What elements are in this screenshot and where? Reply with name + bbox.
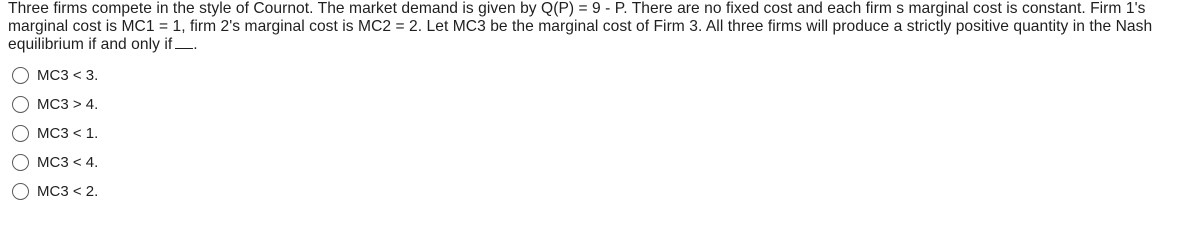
option-4[interactable]	[12, 148, 98, 177]
radio-button-icon[interactable]	[12, 183, 29, 200]
radio-button-icon[interactable]	[12, 154, 29, 171]
question-text	[8, 0, 1196, 54]
option-label: MC3 > 4.	[37, 95, 99, 113]
radio-button-icon[interactable]	[12, 125, 29, 142]
option-1[interactable]	[12, 61, 98, 90]
question-end-punct: .	[193, 36, 198, 53]
option-label: MC3 < 4.	[37, 153, 99, 171]
option-5[interactable]	[12, 177, 98, 206]
option-2[interactable]	[12, 90, 98, 119]
radio-button-icon[interactable]	[12, 96, 29, 113]
option-3[interactable]	[12, 119, 98, 148]
radio-button-icon[interactable]	[12, 67, 29, 84]
option-label: MC3 < 3.	[37, 66, 99, 84]
answer-blank	[175, 36, 193, 49]
question-body: Three firms compete in the style of Cournot. The market demand is given by Q(P) = 9 - P. There are no fixed cost and each firm s marginal cost is constant. Firm 1's marginal cost is MC1 = 1, firm 2's marginal cost is MC2 = 2. Let MC3 be the marginal cost of Firm 3. All three firms will produce a strictly positive quantity in the Nash equilibrium if and only if	[8, 0, 1153, 53]
option-label: MC3 < 2.	[37, 182, 99, 200]
option-label: MC3 < 1.	[37, 124, 99, 142]
answer-options	[12, 61, 98, 206]
